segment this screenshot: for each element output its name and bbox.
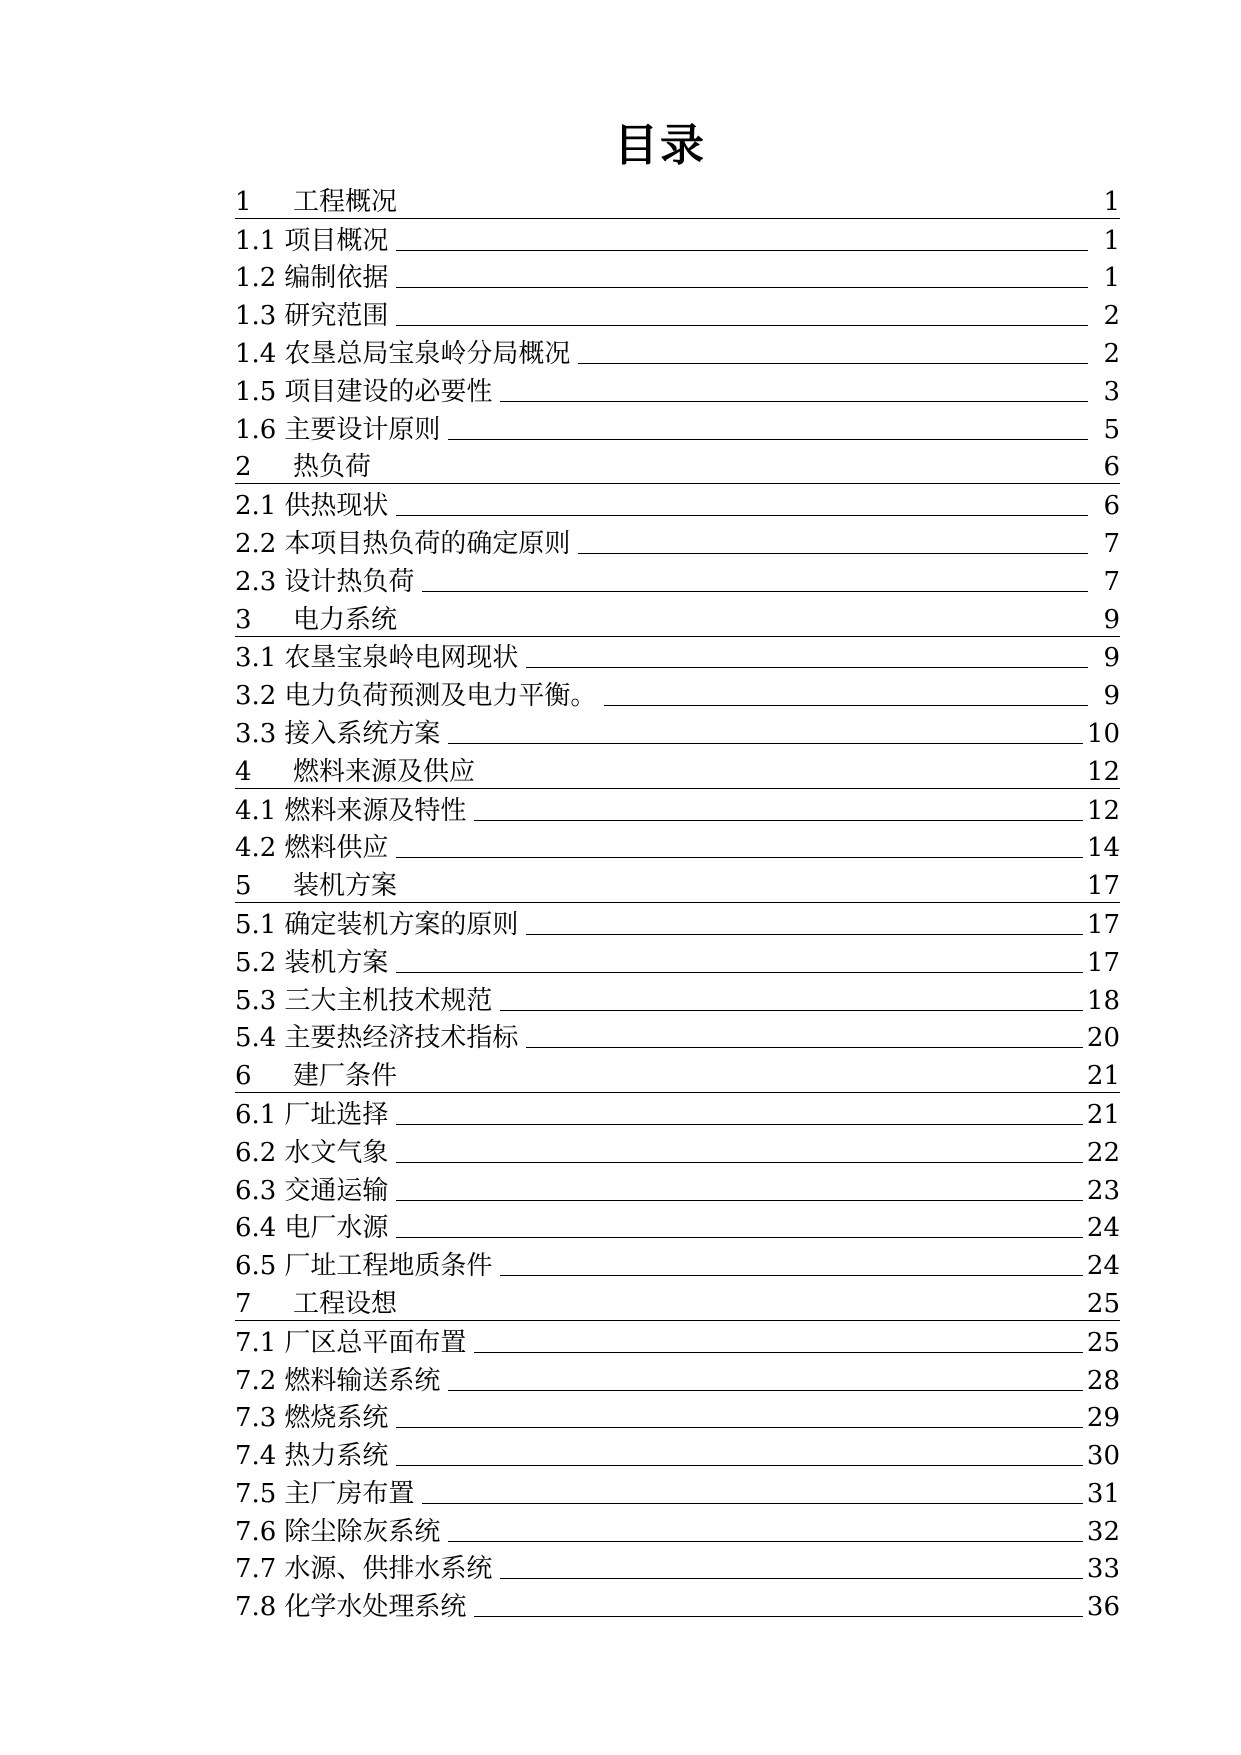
toc-entry-number: 1.5: [235, 376, 277, 407]
toc-section-entry[interactable]: [235, 1585, 1120, 1623]
toc-section-entry[interactable]: [235, 979, 1120, 1017]
toc-entry-title: 项目建设的必要性: [284, 376, 493, 407]
toc-entry-title: 装机方案: [293, 871, 398, 902]
toc-entry-number: 3.2: [235, 681, 277, 712]
toc-entry-page-number: 6: [1103, 452, 1120, 483]
toc-entry-title: 编制依据: [284, 263, 389, 294]
toc-entry-number: 1.3: [235, 301, 277, 332]
toc-list: [235, 180, 1120, 1623]
toc-chapter-entry[interactable]: [235, 180, 1120, 219]
toc-section-entry[interactable]: [235, 1548, 1120, 1586]
toc-chapter-entry[interactable]: [235, 598, 1120, 637]
toc-entry-page-number: 1: [1103, 263, 1120, 294]
toc-section-entry[interactable]: [235, 370, 1120, 408]
toc-section-entry[interactable]: [235, 1472, 1120, 1510]
toc-entry-title: 农垦总局宝泉岭分局概况: [284, 338, 571, 369]
toc-entry-page-number: 9: [1103, 681, 1120, 712]
toc-entry-number: 4.2: [235, 833, 277, 864]
toc-entry-title: 本项目热负荷的确定原则: [284, 528, 571, 559]
toc-entry-page-number: 1: [1103, 186, 1120, 217]
toc-entry-title: 电力负荷预测及电力平衡。: [284, 681, 597, 712]
toc-entry-title: 交通运输: [284, 1175, 389, 1206]
toc-leader-line: [474, 1616, 1083, 1617]
toc-leader-line: [448, 1390, 1083, 1391]
toc-section-entry[interactable]: [235, 903, 1120, 941]
toc-entry-number: 6.1: [235, 1099, 277, 1130]
toc-entry-title: 工程设想: [293, 1288, 398, 1319]
toc-entry-number: 7.5: [235, 1478, 277, 1509]
toc-entry-title: 装机方案: [284, 947, 389, 978]
toc-section-entry[interactable]: [235, 712, 1120, 750]
toc-entry-number: 5.4: [235, 1023, 277, 1054]
toc-entry-number: 2.2: [235, 528, 277, 559]
toc-entry-page-number: 31: [1086, 1478, 1120, 1509]
toc-leader-line: [396, 325, 1088, 326]
toc-leader-line: [500, 1010, 1083, 1011]
toc-section-entry[interactable]: [235, 408, 1120, 446]
toc-entry-page-number: 28: [1086, 1365, 1120, 1396]
toc-entry-number: 1.1: [235, 225, 277, 256]
toc-entry-title: 厂址选择: [284, 1099, 389, 1130]
toc-leader-line: [474, 1352, 1083, 1353]
toc-leader-line: [396, 1427, 1083, 1428]
toc-entry-page-number: 21: [1086, 1061, 1120, 1092]
toc-entry-page-number: 3: [1103, 376, 1120, 407]
toc-entry-page-number: 24: [1086, 1213, 1120, 1244]
toc-section-entry[interactable]: [235, 219, 1120, 257]
toc-leader-line: [578, 363, 1088, 364]
toc-entry-number: 5.1: [235, 909, 277, 940]
toc-entry-title: 主厂房布置: [284, 1478, 415, 1509]
toc-section-entry[interactable]: [235, 1244, 1120, 1282]
toc-entry-page-number: 17: [1086, 909, 1120, 940]
toc-section-entry[interactable]: [235, 674, 1120, 712]
toc-entry-number: 6.3: [235, 1175, 277, 1206]
toc-chapter-entry[interactable]: [235, 1054, 1120, 1093]
toc-entry-title: 供热现状: [284, 491, 389, 522]
toc-leader-line: [526, 1047, 1083, 1048]
toc-entry-page-number: 17: [1086, 871, 1120, 902]
toc-leader-line: [422, 1503, 1083, 1504]
toc-entry-title: 水文气象: [284, 1137, 389, 1168]
toc-entry-title: 三大主机技术规范: [284, 985, 493, 1016]
toc-entry-title: 除尘除灰系统: [284, 1516, 441, 1547]
toc-section-entry[interactable]: [235, 1017, 1120, 1055]
toc-entry-number: 1.4: [235, 338, 277, 369]
toc-section-entry[interactable]: [235, 1093, 1120, 1131]
toc-section-entry[interactable]: [235, 560, 1120, 598]
toc-entry-number: 4: [235, 756, 252, 787]
toc-leader-line: [396, 857, 1083, 858]
toc-entry-number: 7: [235, 1288, 252, 1319]
toc-chapter-entry[interactable]: [235, 446, 1120, 485]
toc-entry-page-number: 24: [1086, 1251, 1120, 1282]
toc-entry-title: 厂址工程地质条件: [284, 1251, 493, 1282]
toc-entry-page-number: 9: [1103, 604, 1120, 635]
toc-entry-number: 1: [235, 186, 252, 217]
toc-leader-line: [474, 820, 1083, 821]
toc-leader-line: [396, 250, 1088, 251]
toc-entry-number: 3.3: [235, 718, 277, 749]
toc-entry-number: 3.1: [235, 643, 277, 674]
toc-entry-number: 3: [235, 604, 252, 635]
toc-entry-number: 7.3: [235, 1403, 277, 1434]
toc-entry-number: 7.7: [235, 1554, 277, 1585]
toc-section-entry[interactable]: [235, 637, 1120, 675]
toc-chapter-entry[interactable]: [235, 750, 1120, 789]
toc-entry-title: 建厂条件: [293, 1061, 398, 1092]
toc-entry-page-number: 9: [1103, 643, 1120, 674]
toc-entry-page-number: 10: [1086, 718, 1120, 749]
toc-entry-page-number: 2: [1103, 338, 1120, 369]
toc-leader-line: [578, 553, 1088, 554]
toc-leader-line: [500, 401, 1088, 402]
toc-entry-page-number: 20: [1086, 1023, 1120, 1054]
toc-entry-title: 化学水处理系统: [284, 1592, 467, 1623]
toc-section-entry[interactable]: [235, 522, 1120, 560]
toc-entry-title: 电厂水源: [284, 1213, 389, 1244]
toc-leader-line: [448, 439, 1088, 440]
toc-title: 目录: [614, 120, 706, 171]
toc-entry-title: 燃烧系统: [284, 1403, 389, 1434]
toc-entry-page-number: 5: [1103, 414, 1120, 445]
toc-leader-line: [396, 515, 1088, 516]
toc-entry-number: 5.3: [235, 985, 277, 1016]
toc-entry-number: 7.1: [235, 1327, 277, 1358]
toc-entry-title: 接入系统方案: [284, 718, 441, 749]
toc-leader-line: [604, 705, 1088, 706]
toc-section-entry[interactable]: [235, 1169, 1120, 1207]
toc-entry-title: 确定装机方案的原则: [284, 909, 519, 940]
toc-entry-title: 燃料来源及特性: [284, 795, 467, 826]
toc-entry-page-number: 14: [1086, 833, 1120, 864]
toc-entry-page-number: 36: [1086, 1592, 1120, 1623]
toc-leader-line: [500, 1275, 1083, 1276]
toc-section-entry[interactable]: [235, 1397, 1120, 1435]
toc-entry-number: 1.6: [235, 414, 277, 445]
toc-section-entry[interactable]: [235, 1321, 1120, 1359]
toc-entry-number: 6.2: [235, 1137, 277, 1168]
toc-section-entry[interactable]: [235, 1434, 1120, 1472]
toc-entry-page-number: 21: [1086, 1099, 1120, 1130]
toc-section-entry[interactable]: [235, 827, 1120, 865]
toc-section-entry[interactable]: [235, 332, 1120, 370]
toc-entry-page-number: 22: [1086, 1137, 1120, 1168]
toc-entry-number: 7.4: [235, 1441, 277, 1472]
toc-entry-number: 5: [235, 871, 252, 902]
toc-section-entry[interactable]: [235, 1131, 1120, 1169]
toc-chapter-entry[interactable]: [235, 1282, 1120, 1321]
toc-leader-line: [396, 972, 1083, 973]
toc-entry-title: 工程概况: [293, 186, 398, 217]
toc-section-entry[interactable]: [235, 1207, 1120, 1245]
toc-entry-number: 6.5: [235, 1251, 277, 1282]
toc-entry-page-number: 30: [1086, 1441, 1120, 1472]
toc-entry-title: 燃料输送系统: [284, 1365, 441, 1396]
toc-entry-number: 4.1: [235, 795, 277, 826]
toc-entry-title: 热力系统: [284, 1441, 389, 1472]
toc-leader-line: [396, 1200, 1083, 1201]
toc-entry-number: 7.6: [235, 1516, 277, 1547]
toc-leader-line: [526, 934, 1083, 935]
toc-entry-title: 厂区总平面布置: [284, 1327, 467, 1358]
toc-entry-page-number: 12: [1086, 756, 1120, 787]
toc-entry-page-number: 1: [1103, 225, 1120, 256]
toc-entry-title: 主要热经济技术指标: [284, 1023, 519, 1054]
toc-section-entry[interactable]: [235, 941, 1120, 979]
toc-entry-number: 6.4: [235, 1213, 277, 1244]
toc-entry-number: 6: [235, 1061, 252, 1092]
toc-entry-title: 主要设计原则: [284, 414, 441, 445]
toc-leader-line: [396, 1162, 1083, 1163]
toc-entry-page-number: 12: [1086, 795, 1120, 826]
toc-entry-title: 电力系统: [293, 604, 398, 635]
toc-section-entry[interactable]: [235, 1359, 1120, 1397]
toc-leader-line: [448, 743, 1083, 744]
toc-section-entry[interactable]: [235, 257, 1120, 295]
toc-entry-page-number: 25: [1086, 1327, 1120, 1358]
toc-entry-number: 1.2: [235, 263, 277, 294]
toc-entry-page-number: 23: [1086, 1175, 1120, 1206]
toc-section-entry[interactable]: [235, 1510, 1120, 1548]
toc-entry-number: 2: [235, 452, 252, 483]
toc-entry-number: 7.2: [235, 1365, 277, 1396]
toc-entry-page-number: 17: [1086, 947, 1120, 978]
toc-entry-page-number: 2: [1103, 301, 1120, 332]
toc-leader-line: [500, 1578, 1083, 1579]
toc-leader-line: [396, 1124, 1083, 1125]
toc-entry-page-number: 32: [1086, 1516, 1120, 1547]
toc-entry-title: 农垦宝泉岭电网现状: [284, 643, 519, 674]
toc-entry-title: 设计热负荷: [284, 566, 415, 597]
toc-entry-title: 研究范围: [284, 301, 389, 332]
toc-entry-title: 热负荷: [293, 452, 372, 483]
toc-entry-page-number: 33: [1086, 1554, 1120, 1585]
toc-leader-line: [526, 667, 1088, 668]
toc-entry-page-number: 25: [1086, 1288, 1120, 1319]
toc-entry-number: 5.2: [235, 947, 277, 978]
toc-section-entry[interactable]: [235, 484, 1120, 522]
toc-section-entry[interactable]: [235, 294, 1120, 332]
toc-leader-line: [396, 1237, 1083, 1238]
toc-entry-page-number: 29: [1086, 1403, 1120, 1434]
toc-entry-title: 燃料供应: [284, 833, 389, 864]
toc-entry-page-number: 18: [1086, 985, 1120, 1016]
toc-entry-page-number: 7: [1103, 566, 1120, 597]
toc-entry-number: 7.8: [235, 1592, 277, 1623]
toc-entry-title: 燃料来源及供应: [293, 756, 476, 787]
toc-entry-number: 2.1: [235, 491, 277, 522]
toc-entry-number: 2.3: [235, 566, 277, 597]
toc-leader-line: [396, 287, 1088, 288]
toc-entry-page-number: 7: [1103, 528, 1120, 559]
toc-chapter-entry[interactable]: [235, 864, 1120, 903]
toc-leader-line: [396, 1465, 1083, 1466]
toc-leader-line: [448, 1541, 1083, 1542]
toc-entry-page-number: 6: [1103, 491, 1120, 522]
toc-leader-line: [422, 591, 1088, 592]
toc-entry-title: 项目概况: [284, 225, 389, 256]
toc-section-entry[interactable]: [235, 789, 1120, 827]
toc-entry-title: 水源、供排水系统: [284, 1554, 493, 1585]
